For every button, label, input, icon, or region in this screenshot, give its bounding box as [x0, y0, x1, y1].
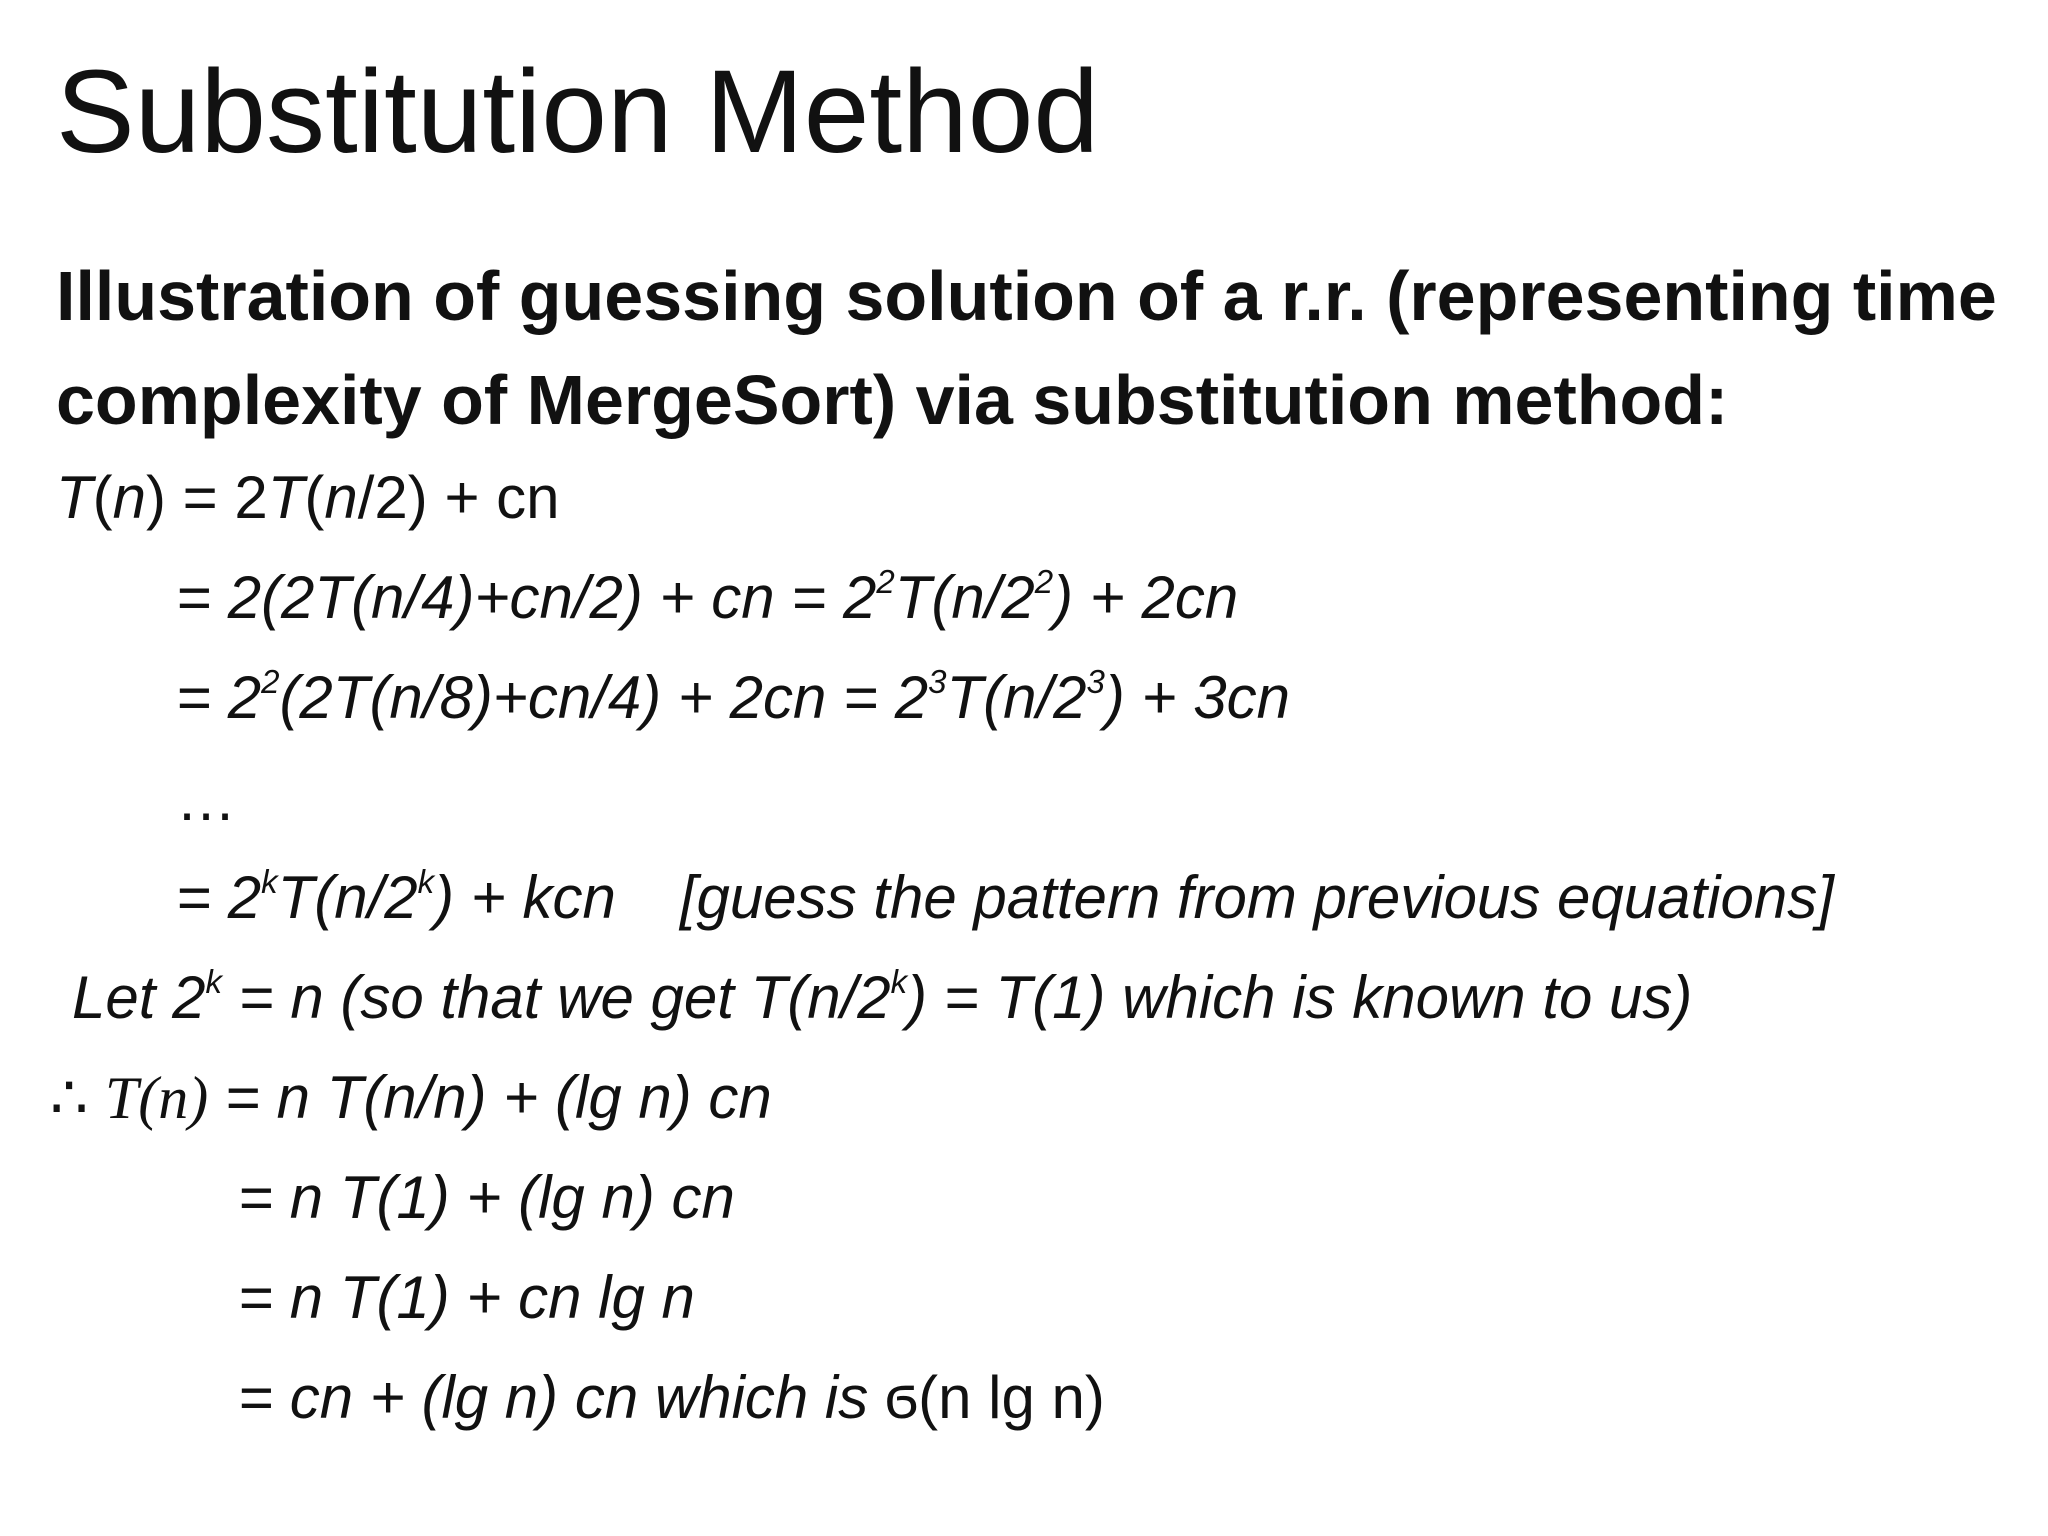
eq3-part: = 2	[176, 664, 262, 731]
eq1-part: /2) + cn	[357, 464, 560, 531]
eq6-part: = n T(n/n) + (lg n) cn	[208, 1064, 772, 1131]
eq3-part: (2T(n/8)+cn/4) + 2cn = 2	[279, 664, 929, 731]
eq4-exponent: k	[261, 862, 278, 900]
eq2-part: ) + 2cn	[1053, 564, 1239, 631]
eq5-exponent: k	[205, 962, 222, 1000]
eq6-tn: T(n)	[104, 1065, 209, 1131]
eq1-part: (	[304, 464, 325, 531]
eq4-exponent: k	[417, 862, 435, 900]
eq4-part: T(n/2	[277, 864, 418, 931]
eq5-part: ) = T(1) which is known to us)	[907, 964, 1693, 1031]
eq9-part: = cn + (lg n) cn which is	[238, 1364, 885, 1431]
equation-line-9	[238, 1364, 1105, 1431]
eq2-part: T(n/2	[894, 564, 1035, 631]
eq3-part: ) + 3cn	[1104, 664, 1290, 731]
eq1-part: n	[112, 464, 147, 531]
eq4-part: ) + kcn	[434, 864, 616, 931]
equation-line-5	[72, 962, 1693, 1031]
ellipsis: …	[176, 766, 236, 833]
equation-line-6	[50, 1063, 772, 1133]
eq3-part: T(n/2	[946, 664, 1087, 731]
equation-line-2	[176, 562, 1239, 631]
equation-line-3	[176, 662, 1290, 731]
eq5-exponent: k	[890, 962, 908, 1000]
equation-line-7: = n T(1) + (lg n) cn	[238, 1164, 735, 1231]
therefore-symbol: ∴	[50, 1063, 89, 1133]
slide-subtitle: Illustration of guessing solution of a r.r. (representing time complexity of MergeSort) via substitution method:	[56, 257, 1997, 439]
eq2-exponent: 2	[1034, 562, 1054, 600]
eq5-part: = n (so that we get T(n/2	[221, 964, 891, 1031]
eq1-part: (	[92, 464, 113, 531]
slide-title: Substitution Method	[56, 46, 1099, 178]
eq2-part: = 2(2T(n/4)+cn/2) + cn = 2	[176, 564, 877, 631]
pattern-note: [guess the pattern from previous equations]	[679, 864, 1834, 931]
eq1-part: T	[267, 464, 305, 531]
eq1-part: T	[56, 464, 93, 531]
equation-line-1	[56, 464, 560, 531]
eq3-exponent: 3	[928, 662, 947, 700]
big-theta-result: ϭ(n lg n)	[884, 1364, 1105, 1431]
eq2-exponent: 2	[876, 562, 895, 600]
equation-line-8: = n T(1) + cn lg n	[238, 1264, 695, 1331]
eq5-part: Let 2	[72, 964, 206, 1031]
eq3-exponent: 3	[1086, 662, 1105, 700]
eq3-exponent: 2	[261, 662, 280, 700]
eq1-part: ) = 2	[146, 464, 268, 531]
eq1-part: n	[324, 464, 358, 531]
eq4-part: = 2	[176, 864, 262, 931]
equation-line-4	[176, 862, 1834, 931]
